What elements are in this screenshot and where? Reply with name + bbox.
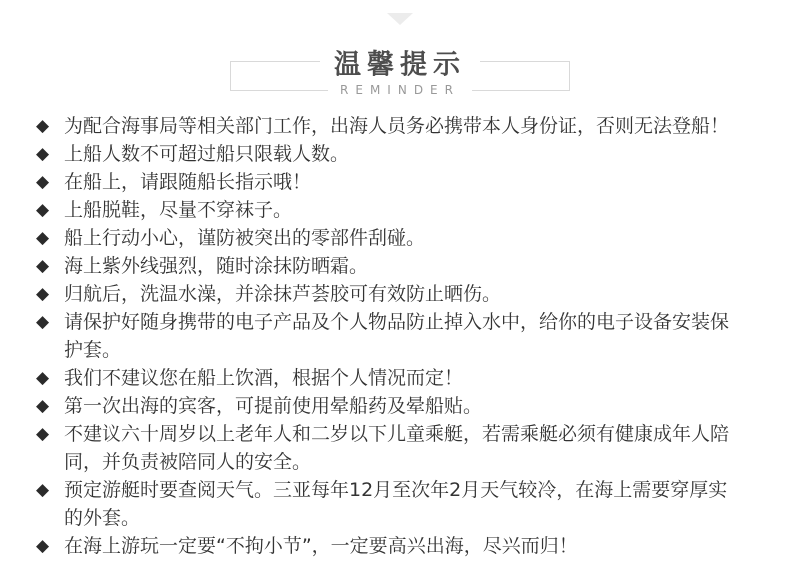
reminder-text: 上船脱鞋，尽量不穿袜子。 — [64, 199, 293, 221]
diamond-bullet-icon: ◆ — [36, 536, 50, 556]
reminder-text: 在船上，请跟随船长指示哦！ — [64, 171, 312, 193]
diamond-bullet-icon: ◆ — [36, 228, 50, 248]
diamond-bullet-icon: ◆ — [36, 144, 50, 164]
chevron-down-icon — [387, 13, 413, 25]
reminder-text: 上船人数不可超过船只限载人数。 — [64, 143, 350, 165]
diamond-bullet-icon: ◆ — [36, 396, 50, 416]
page-subtitle: REMINDER — [328, 83, 472, 97]
list-item — [36, 140, 736, 168]
list-item — [36, 308, 736, 364]
list-item — [36, 392, 736, 420]
reminder-text: 海上紫外线强烈，随时涂抹防晒霜。 — [64, 255, 369, 277]
list-item — [36, 532, 736, 560]
diamond-bullet-icon: ◆ — [36, 116, 50, 136]
list-item — [36, 420, 736, 476]
diamond-bullet-icon: ◆ — [36, 480, 50, 500]
diamond-bullet-icon: ◆ — [36, 200, 50, 220]
list-item — [36, 476, 736, 532]
reminder-text: 在海上游玩一定要“不拘小节”，一定要高兴出海，尽兴而归！ — [64, 535, 578, 557]
diamond-bullet-icon: ◆ — [36, 172, 50, 192]
list-item — [36, 196, 736, 224]
reminder-text: 船上行动小心，谨防被突出的零部件刮碰。 — [64, 227, 426, 249]
reminder-text: 第一次出海的宾客，可提前使用晕船药及晕船贴。 — [64, 395, 483, 417]
diamond-bullet-icon: ◆ — [36, 256, 50, 276]
reminder-text: 不建议六十周岁以上老年人和二岁以下儿童乘艇，若需乘艇必须有健康成年人陪同，并负责被陪同人的安全。 — [64, 423, 730, 473]
reminder-list — [36, 112, 736, 560]
reminder-text: 预定游艇时要查阅天气。三亚每年12月至次年2月天气较冷，在海上需要穿厚实的外套。 — [64, 479, 728, 529]
list-item — [36, 168, 736, 196]
page-title: 温馨提示 — [320, 43, 480, 82]
header-frame — [230, 49, 570, 97]
list-item — [36, 252, 736, 280]
diamond-bullet-icon: ◆ — [36, 368, 50, 388]
reminder-text: 为配合海事局等相关部门工作，出海人员务必携带本人身份证，否则无法登船！ — [64, 115, 730, 137]
diamond-bullet-icon: ◆ — [36, 424, 50, 444]
diamond-bullet-icon: ◆ — [36, 284, 50, 304]
list-item — [36, 112, 736, 140]
list-item — [36, 280, 736, 308]
reminder-text: 请保护好随身携带的电子产品及个人物品防止掉入水中，给你的电子设备安装保护套。 — [64, 311, 730, 361]
list-item — [36, 364, 736, 392]
list-item — [36, 224, 736, 252]
reminder-text: 归航后，洗温水澡，并涂抹芦荟胶可有效防止晒伤。 — [64, 283, 502, 305]
reminder-text: 我们不建议您在船上饮酒，根据个人情况而定！ — [64, 367, 464, 389]
diamond-bullet-icon: ◆ — [36, 312, 50, 332]
